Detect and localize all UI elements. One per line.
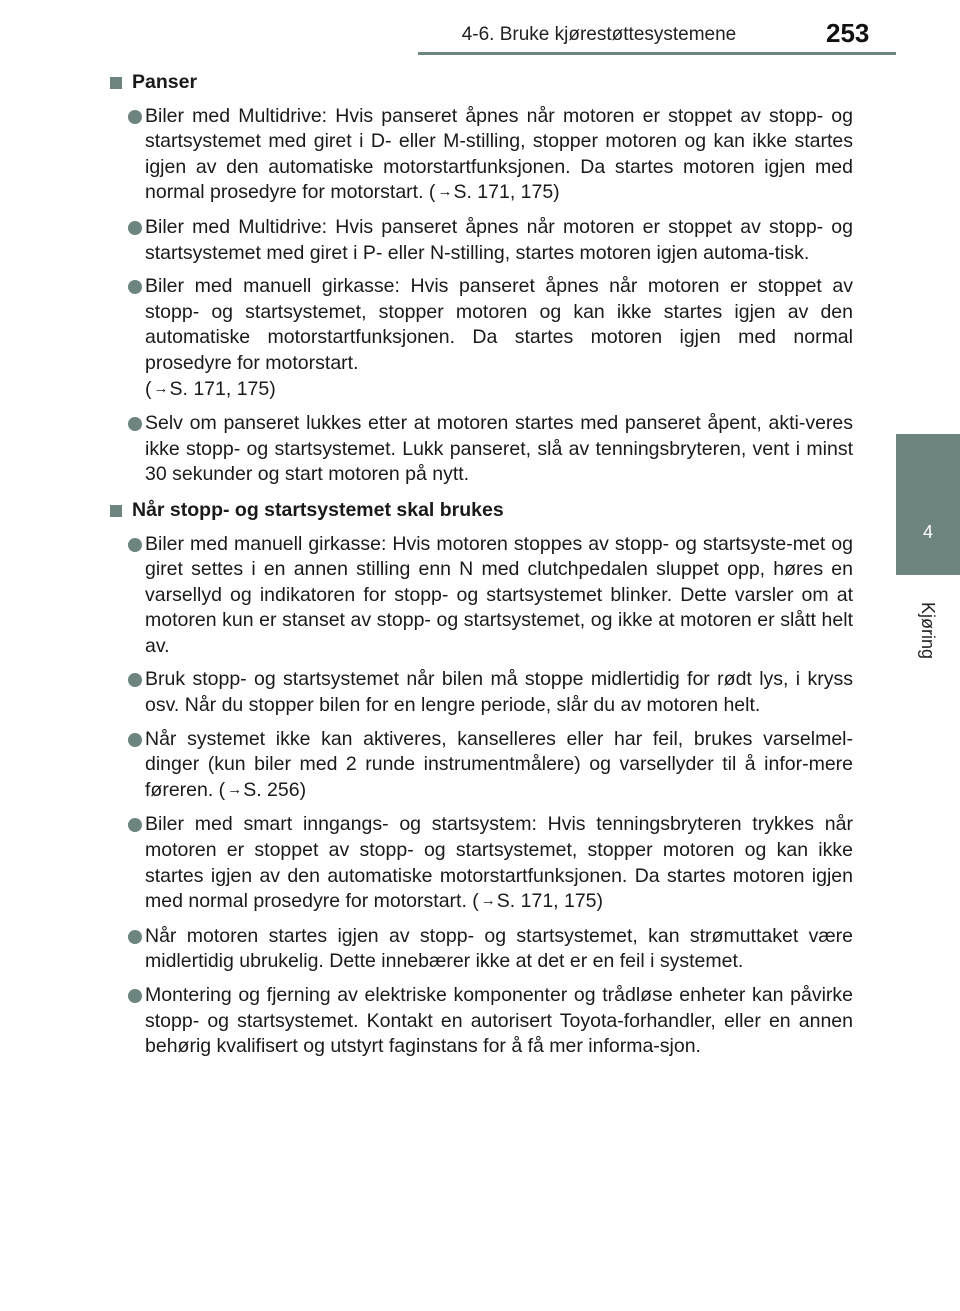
heading-text: Panser — [132, 71, 198, 93]
list-item — [108, 104, 853, 207]
square-bullet-icon — [110, 505, 122, 517]
circle-bullet-icon — [128, 538, 142, 552]
list-item — [108, 215, 853, 266]
arrow-right-icon: → — [153, 379, 169, 397]
circle-bullet-icon — [128, 818, 142, 832]
section-heading — [108, 498, 853, 524]
item-text: Selv om panseret lukkes etter at motoren startes med panseret åpent, akti-veres ikke stopp- og startsystemet. Lukk panseret, slå av tenningsbryteren, vent i minst 30 sekunder og start motoren på nytt. — [145, 412, 853, 486]
header-divider — [418, 52, 896, 55]
arrow-right-icon: → — [437, 183, 453, 201]
page-reference[interactable]: S. 171, 175) — [169, 377, 276, 400]
item-text: Biler med Multidrive: Hvis panseret åpnes når motoren er stoppet av stopp- og startsystemet med giret i P- eller N-stilling, startes motoren igjen automa-tisk. — [145, 215, 853, 264]
circle-bullet-icon — [128, 989, 142, 1003]
arrow-right-icon: → — [480, 892, 496, 910]
chapter-tab — [896, 434, 960, 575]
list-item — [108, 274, 853, 403]
page-reference[interactable]: S. 256) — [243, 778, 307, 801]
list-item — [108, 727, 853, 805]
page-reference[interactable]: S. 171, 175) — [453, 181, 560, 204]
circle-bullet-icon — [128, 280, 142, 294]
square-bullet-icon — [110, 77, 122, 89]
arrow-right-icon: → — [227, 780, 243, 798]
list-item — [108, 667, 853, 718]
chapter-label: Kjøring — [918, 601, 939, 659]
item-text: Biler med manuell girkasse: Hvis panseret åpnes når motoren er stoppet av stopp- og startsystemet, stopper motoren og kan ikke startes igjen av den automatiske motorstartfunksjonen. Da startes motoren igjen med normal prosedyre for motorstart. — [145, 275, 853, 374]
item-text: Når motoren startes igjen av stopp- og startsystemet, kan strømuttaket være midlertidig ubrukelig. Dette innebærer ikke at det er en feil i systemet. — [145, 924, 853, 973]
circle-bullet-icon — [128, 930, 142, 944]
circle-bullet-icon — [128, 110, 142, 124]
page-reference[interactable]: S. 171, 175) — [496, 890, 604, 913]
page-number: 253 — [826, 18, 870, 48]
ref-prefix: ( — [145, 377, 152, 400]
section-title: 4-6. Bruke kjørestøttesystemene — [461, 24, 737, 45]
item-text: Når systemet ikke kan aktiveres, kanselleres eller har feil, brukes varselmel-dinger (kun biler med 2 runde instrumentmålere) og varsellyder til å infor-mere føreren. ( — [145, 727, 853, 801]
item-text: Biler med manuell girkasse: Hvis motoren stoppes av stopp- og startsyste-met og giret settes i en annen stilling enn N med clutchpedalen sluppet opp, høres en varsellyd og indikatoren for stopp- og startsystemet blinker. Dette varsler om at motoren kun er stanset av stopp- og startsystemet, og ikke at motoren er slått helt av. — [145, 532, 853, 657]
page-content — [108, 70, 853, 1068]
circle-bullet-icon — [128, 221, 142, 235]
section-heading — [108, 70, 853, 96]
item-text: Biler med Multidrive: Hvis panseret åpnes når motoren er stoppet av stopp- og startsystemet med giret i D- eller M-stilling, stopper motoren og kan ikke startes igjen av den automatiske motorstartfunksjonen. Da startes motoren igjen med normal prosedyre for motorstart. ( — [145, 104, 853, 204]
circle-bullet-icon — [128, 417, 142, 431]
item-text: Montering og fjerning av elektriske komponenter og trådløse enheter kan påvirke stopp- og startsystemet. Kontakt en autorisert Toyota-forhandler, eller en annen behørig kvalifisert og utstyrt faginstans for å få mer informa-sjon. — [145, 984, 853, 1058]
list-item — [108, 411, 853, 488]
heading-text: Når stopp- og startsystemet skal brukes — [132, 498, 504, 521]
list-item — [108, 983, 853, 1060]
circle-bullet-icon — [128, 733, 142, 747]
item-text: Bruk stopp- og startsystemet når bilen må stoppe midlertidig for rødt lys, i kryss osv. Når du stopper bilen for en lengre periode, slår du av motoren helt. — [145, 668, 853, 717]
list-item — [108, 812, 853, 915]
chapter-number: 4 — [922, 522, 933, 542]
item-text: Biler med smart inngangs- og startsystem: Hvis tenningsbryteren trykkes når motoren er stoppet av stopp- og startsystemet, stopper motoren og kan ikke startes igjen av den automatiske motorstartfunksjonen. Da startes motoren igjen med normal prosedyre for motorstart. ( — [145, 813, 853, 913]
list-item — [108, 924, 853, 975]
circle-bullet-icon — [128, 673, 142, 687]
chapter-label-wrap — [896, 590, 960, 670]
list-item — [108, 532, 853, 660]
